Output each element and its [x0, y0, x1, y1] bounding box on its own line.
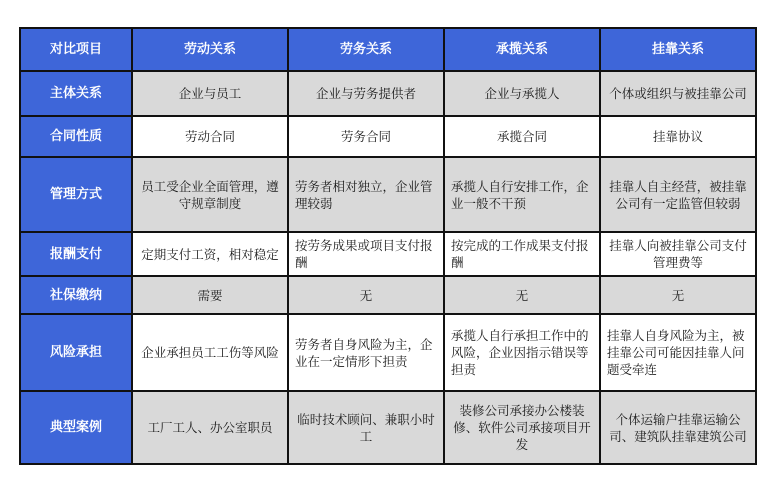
- header-cell-affiliation: 挂靠关系: [600, 28, 756, 71]
- table-cell: 挂靠人自身风险为主，被挂靠公司可能因挂靠人问题受牵连: [600, 314, 756, 391]
- header-cell-item: 对比项目: [20, 28, 132, 71]
- table-cell: 按完成的工作成果支付报酬: [444, 232, 600, 276]
- table-cell: 挂靠人向被挂靠公司支付管理费等: [600, 232, 756, 276]
- table-cell: 承揽人自行承担工作中的风险，企业因指示错误等担责: [444, 314, 600, 391]
- row-label: 管理方式: [20, 157, 132, 232]
- table-cell: 劳动合同: [132, 116, 288, 157]
- comparison-table-wrapper: [19, 27, 755, 465]
- table-row: [20, 391, 756, 464]
- table-cell: 员工受企业全面管理，遵守规章制度: [132, 157, 288, 232]
- table-cell: 企业与劳务提供者: [288, 71, 444, 116]
- header-cell-contracting: 承揽关系: [444, 28, 600, 71]
- table-cell: 挂靠人自主经营，被挂靠公司有一定监管但较弱: [600, 157, 756, 232]
- table-cell: 无: [288, 276, 444, 314]
- row-label: 主体关系: [20, 71, 132, 116]
- header-row: [20, 28, 756, 71]
- table-cell: 劳务者相对独立，企业管理较弱: [288, 157, 444, 232]
- table-row: [20, 276, 756, 314]
- table-cell: 劳务者自身风险为主，企业在一定情形下担责: [288, 314, 444, 391]
- row-label: 报酬支付: [20, 232, 132, 276]
- table-cell: 定期支付工资，相对稳定: [132, 232, 288, 276]
- comparison-table: [19, 27, 757, 465]
- row-label: 典型案例: [20, 391, 132, 464]
- table-cell: 装修公司承接办公楼装修、软件公司承接项目开发: [444, 391, 600, 464]
- table-cell: 承揽人自行安排工作，企业一般不干预: [444, 157, 600, 232]
- table-cell: 企业与承揽人: [444, 71, 600, 116]
- table-cell: 企业承担员工工伤等风险: [132, 314, 288, 391]
- table-row: [20, 71, 756, 116]
- table-cell: 个体运输户挂靠运输公司、建筑队挂靠建筑公司: [600, 391, 756, 464]
- row-label: 社保缴纳: [20, 276, 132, 314]
- table-row: [20, 157, 756, 232]
- table-cell: 需要: [132, 276, 288, 314]
- row-label: 风险承担: [20, 314, 132, 391]
- header-cell-labor: 劳动关系: [132, 28, 288, 71]
- table-cell: 无: [600, 276, 756, 314]
- table-cell: 无: [444, 276, 600, 314]
- row-label: 合同性质: [20, 116, 132, 157]
- table-row: [20, 116, 756, 157]
- header-cell-service: 劳务关系: [288, 28, 444, 71]
- table-row: [20, 314, 756, 391]
- table-cell: 挂靠协议: [600, 116, 756, 157]
- table-row: [20, 232, 756, 276]
- table-cell: 劳务合同: [288, 116, 444, 157]
- table-cell: 承揽合同: [444, 116, 600, 157]
- table-cell: 个体或组织与被挂靠公司: [600, 71, 756, 116]
- table-cell: 企业与员工: [132, 71, 288, 116]
- table-cell: 工厂工人、办公室职员: [132, 391, 288, 464]
- table-cell: 按劳务成果或项目支付报酬: [288, 232, 444, 276]
- table-cell: 临时技术顾问、兼职小时工: [288, 391, 444, 464]
